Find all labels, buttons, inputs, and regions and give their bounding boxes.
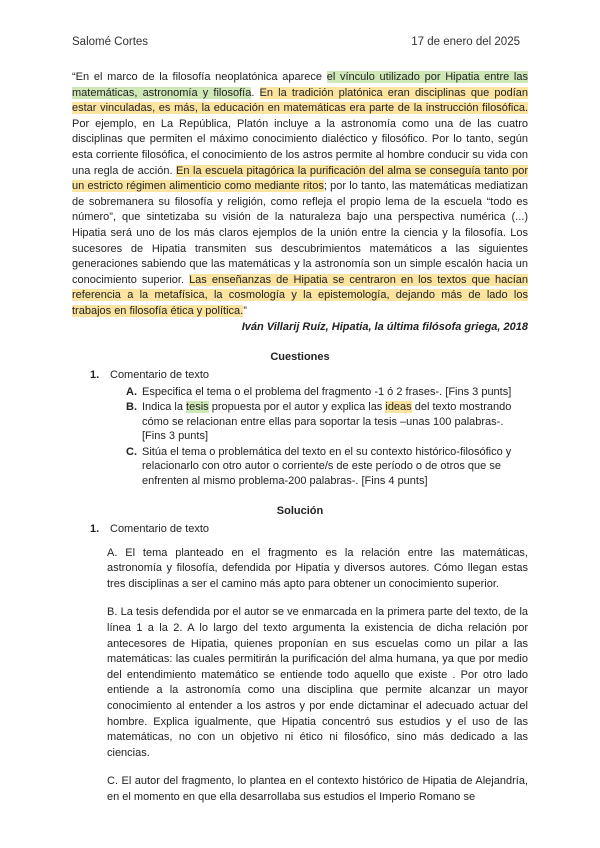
highlight-yellow: En la tradición platónica eran disciplinas que podían estar vinculadas, es más, la educación en matemáticas era parte de la instrucción filosófica. (72, 86, 528, 115)
question-letter: A. (126, 385, 137, 398)
highlight-green: el vínculo utilizado por Hipatia entre las matemáticas, astronomía y filosofía (72, 71, 528, 99)
question-text: Especifica el tema o el problema del fragmento -1 ó 2 frases-. [Fins 3 punts] (142, 385, 512, 398)
question-letter: B. (126, 401, 137, 414)
question-item (126, 445, 528, 489)
section-title-cuestiones: Cuestiones (270, 350, 330, 363)
question-text: Indica la (142, 401, 187, 414)
question-item (126, 400, 528, 444)
question-letter: C. (126, 445, 137, 458)
page-header (72, 36, 520, 52)
answer-c: C. El autor del fragmento, lo plantea en el contexto histórico de Hipatia de Alejandría, en el momento en que ella desarrollaba sus estudios el Imperio Romano se (107, 775, 528, 803)
numbered-item (72, 522, 528, 537)
item-label: Comentario de texto (110, 522, 210, 535)
quote-paragraph (72, 70, 528, 320)
answer-a: A. El tema planteado en el fragmento es la relación entre las matemáticas, astronomía y filosofía, defendida por Hipatia y diversos autores. Cómo llegan estas tres disciplinas a ser el camino más apto para obtener un conocimiento superior. (107, 546, 528, 590)
question-text: del texto mostrando cómo se relacionan entre ellas para soportar la tesis –unas 100 palabras-. [Fins 3 punts] (142, 401, 512, 443)
numbered-item (72, 368, 528, 383)
citation: Iván Villarij Ruíz, Hipatia, la última filósofa griega, 2018 (241, 320, 528, 333)
question-item (126, 385, 528, 400)
question-text: Sitúa el tema o problemática del texto en el su contexto histórico-filosófico y relacionarlo con otro autor o corriente/s de este período o de otros que se enfrenten al mismo problema-200 palabras-. [Fins 4 punts] (142, 445, 512, 488)
quote-text: . (251, 86, 260, 99)
answer-b: B. La tesis defendida por el autor se ve enmarcada en la primera parte del texto, de la línea 1 a la 2. A lo largo del texto argumenta la existencia de dicha relación por antecesores de Hipatia, quienes proponían en sus escuelas como un pilar a las matemáticas: las cuales permitirán la purificación del alma humana, ya que por medio del entendimiento matemático se entiende todo aquello que existe . Por otro lado entiende a la astronomía como una disciplina que permite alcanzar un mayor conocimiento al entender a los astros y por ende dictaminar el adecuado actuar del hombre. Explica igualmente, que Hipatia concentró sus estudios y el uso de las matemáticas, no con un objetivo ni ético ni filosófico, sino más dedicado a las ciencias. (107, 606, 528, 759)
quote-text: “En el marco de la filosofía neoplatónica aparece (72, 71, 327, 83)
document-body (72, 70, 528, 819)
section-title-solucion: Solución (276, 504, 324, 517)
highlight-yellow: ideas (385, 401, 412, 414)
item-number: 1. (90, 522, 100, 535)
question-list (126, 385, 528, 489)
quote-text: Por ejemplo, en La República, Platón incluye a la astronomía como una de las cuatro disciplinas que permiten el máximo conocimiento dialéctico y filosófico. Por lo tanto, según esta corriente filosófica, el conocimiento de los astros permite al hombre conducir su vida con una regla de acción. (72, 117, 528, 177)
highlight-green: tesis (186, 401, 209, 414)
item-label: Comentario de texto (110, 368, 210, 381)
question-text: propuesta por el autor y explica las (208, 401, 386, 414)
document-date: 17 de enero del 2025 (411, 36, 520, 48)
highlight-yellow: En la escuela pitagórica la purificación del alma se conseguía tanto por un estricto régimen alimenticio como mediante ritos (72, 164, 528, 193)
highlight-yellow: Las enseñanzas de Hipatia se centraron en los textos que hacían referencia a la metafísica, la cosmología y la epistemología, dejando más de lado los trabajos en filosofía ética y política. (72, 273, 528, 317)
item-number: 1. (90, 368, 100, 381)
quote-text: ; por lo tanto, las matemáticas mediatizan de sobremanera su filosofía y religión, como refleja el propio lema de la escuela “todo es número”, que sintetizaba su visión de la naturaleza bajo una perspectiva numérica (...) Hipatia será uno de los más claros ejemplos de la unión entre la ciencia y la filosofía. Los sucesores de Hipatia transmiten sus descubrimientos matemáticos a las siguientes generaciones sabiendo que las matemáticas y la astronomía son un simple escalón hacia un conocimiento superior. (72, 180, 528, 286)
author-name: Salomé Cortes (72, 36, 149, 48)
quote-text: ” (243, 304, 247, 317)
